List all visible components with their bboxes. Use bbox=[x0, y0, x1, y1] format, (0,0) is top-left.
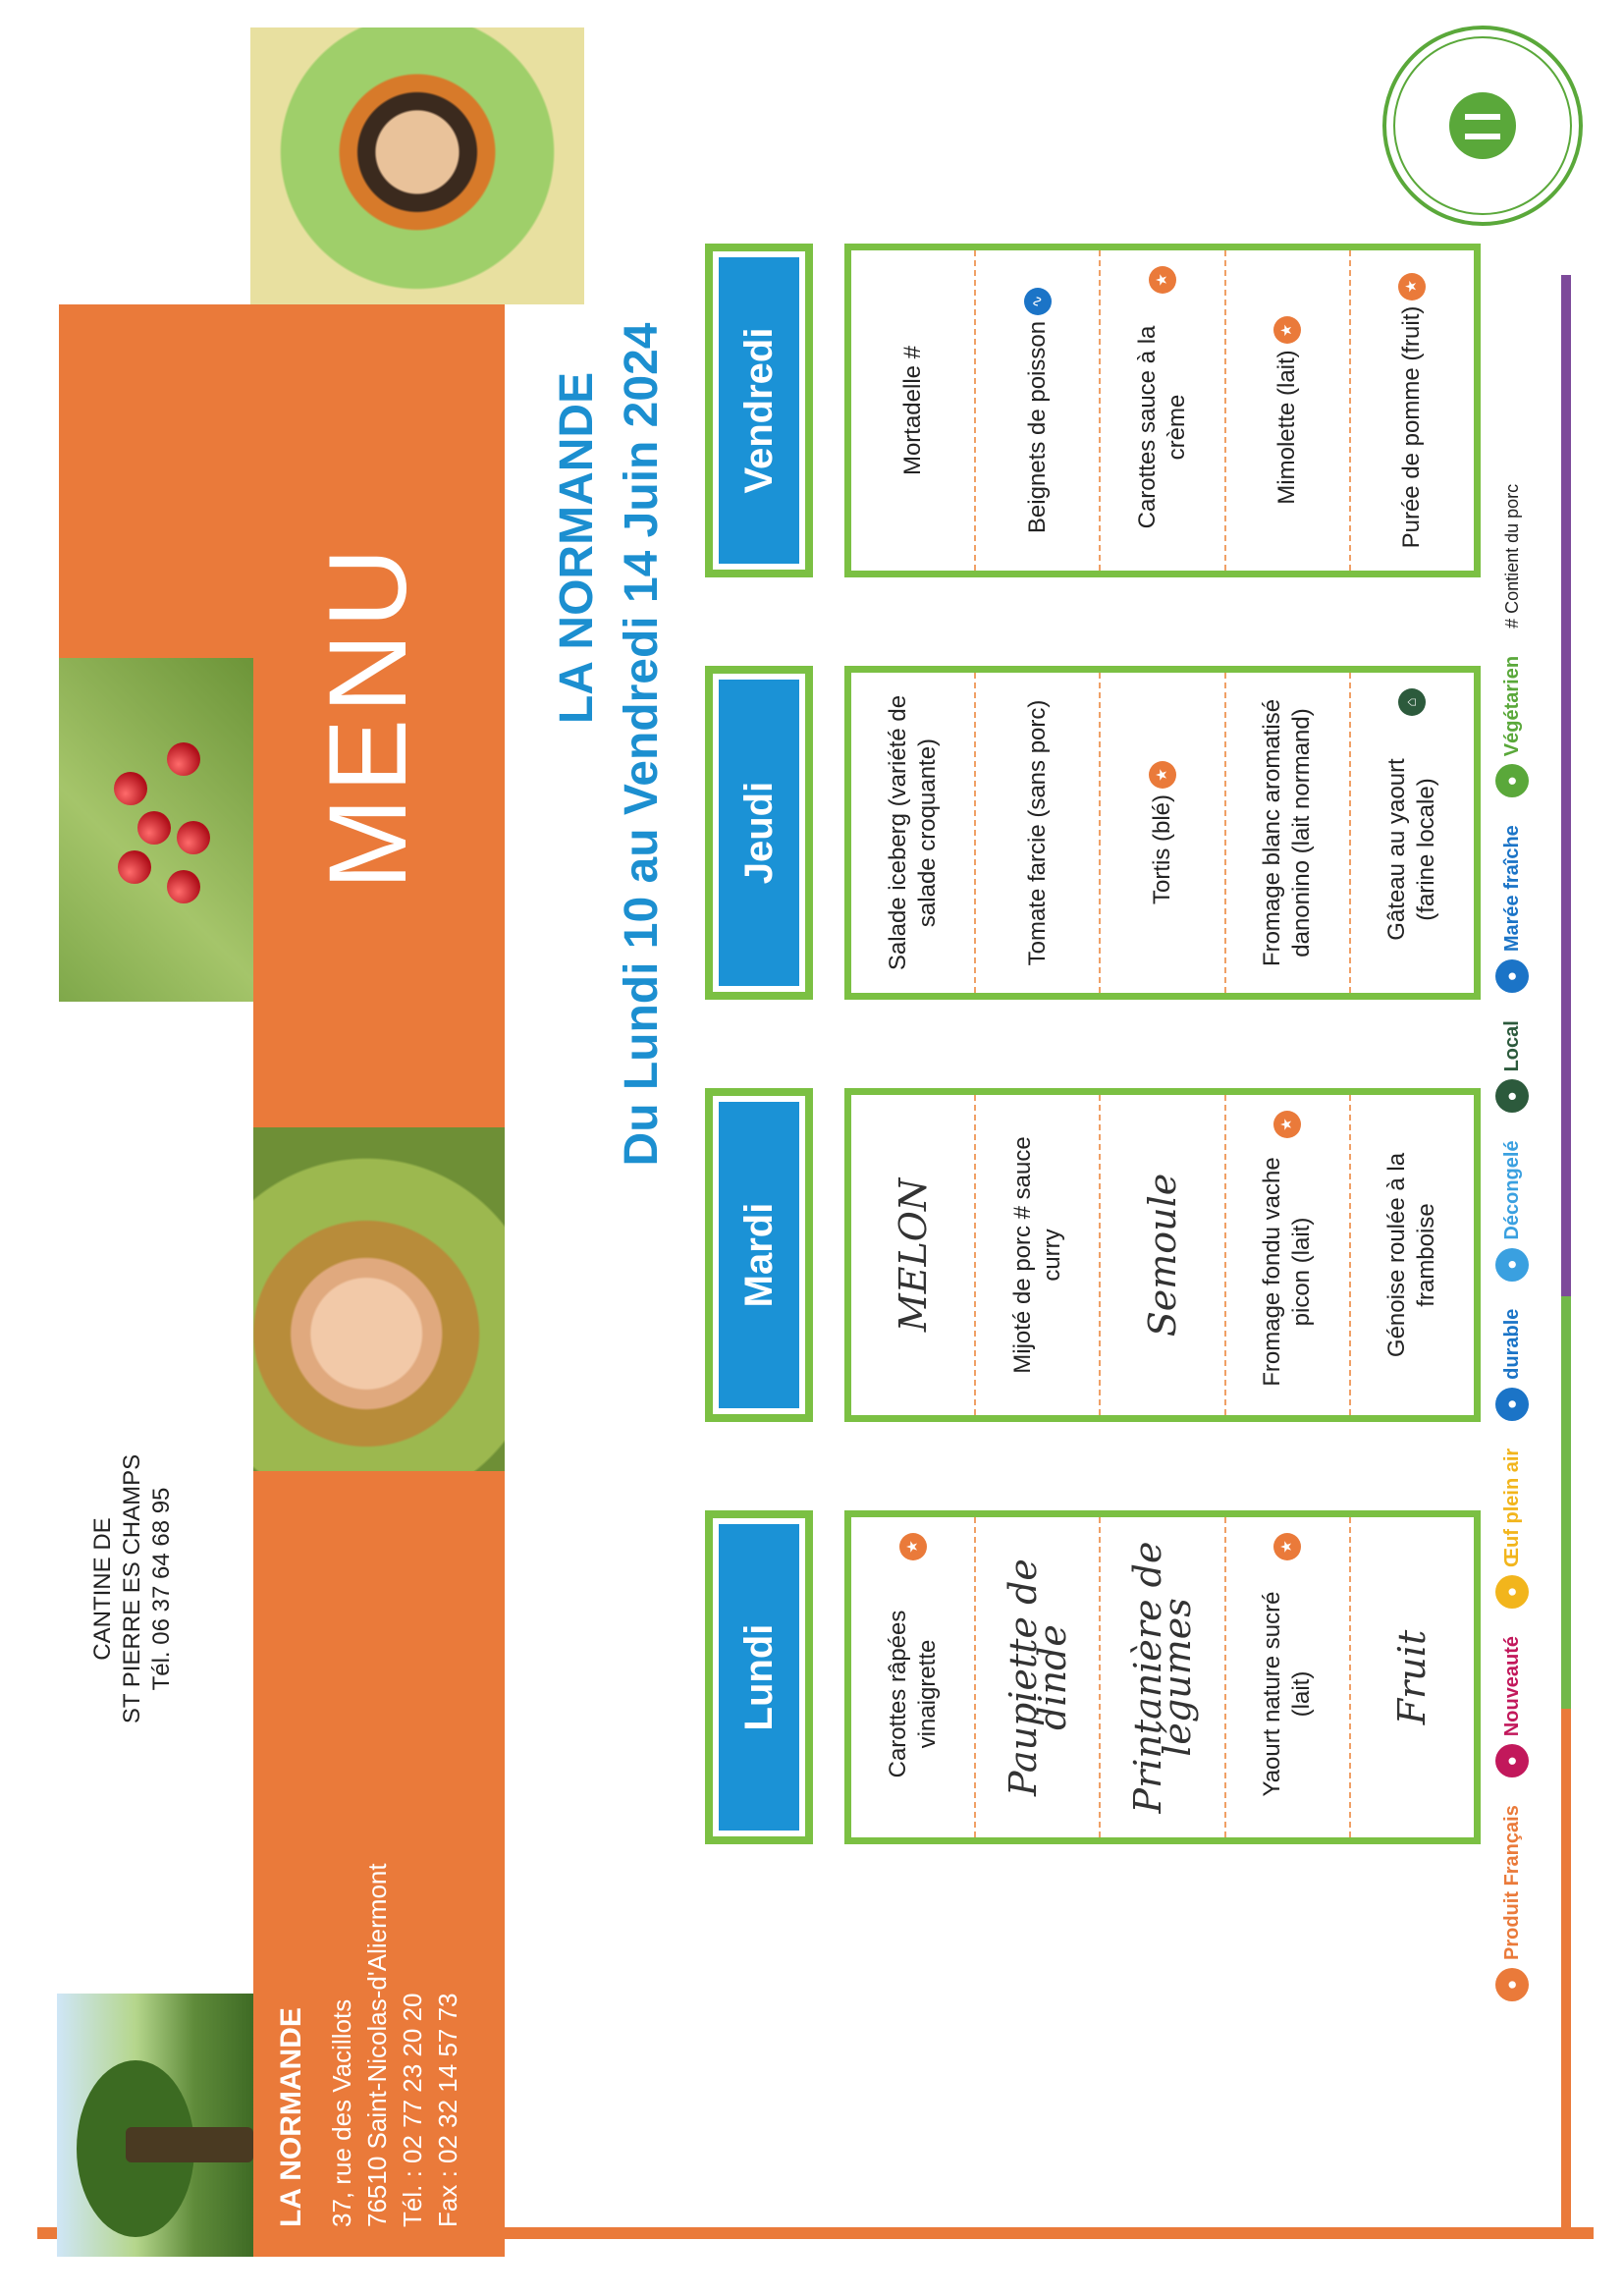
cantine-line-1: CANTINE DE bbox=[89, 1517, 116, 1661]
course-text: Paupiette de dinde bbox=[1001, 1558, 1074, 1796]
legend-item bbox=[1495, 1309, 1529, 1421]
local-icon: ⌂ bbox=[1398, 688, 1426, 716]
tree-photo bbox=[57, 1994, 253, 2257]
course-text: Génoise roulée à la framboise bbox=[1383, 1152, 1440, 1358]
menu-course bbox=[976, 673, 1101, 993]
menu-title: MENU bbox=[306, 542, 429, 890]
address-line-2: 76510 Saint-Nicolas-d'Aliermont bbox=[362, 1863, 392, 2227]
egg-icon: ● bbox=[1495, 1575, 1529, 1609]
fax: Fax : 02 32 14 57 73 bbox=[433, 1993, 462, 2227]
legend-label: Local bbox=[1500, 1020, 1523, 1072]
course-text: MELON bbox=[891, 1177, 935, 1333]
french-product-icon: ★ bbox=[899, 1533, 927, 1560]
course-text: Salade iceberg (variété de salade croquante) bbox=[884, 694, 941, 971]
day-tab-jeudi bbox=[705, 666, 813, 1000]
boy-photo bbox=[250, 27, 584, 304]
address-line-1: 37, rue des Vacillots bbox=[327, 1998, 356, 2227]
course-text: Semoule bbox=[1141, 1173, 1184, 1338]
course-text: Printanière de légumes bbox=[1126, 1541, 1199, 1814]
legend bbox=[1473, 136, 1551, 2001]
french-product-icon: ★ bbox=[1149, 266, 1176, 294]
subtitle: LA NORMANDE bbox=[551, 371, 603, 725]
day-label: Jeudi bbox=[719, 680, 799, 986]
course-text: Gâteau au yaourt (farine locale) bbox=[1383, 758, 1440, 941]
course-text: Purée de pomme (fruit) bbox=[1398, 305, 1426, 549]
legend-item bbox=[1495, 1636, 1529, 1777]
legend-label: Nouveauté bbox=[1500, 1635, 1523, 1737]
menu-course bbox=[1101, 673, 1225, 993]
course-text: Carottes sauce à la crème bbox=[1134, 325, 1190, 529]
legend-item bbox=[1495, 1805, 1529, 2001]
day-column-lundi bbox=[844, 1510, 1481, 1844]
sustainable-sea-icon: ● bbox=[1495, 1388, 1529, 1421]
fresh-fish-icon: ● bbox=[1495, 959, 1529, 993]
legend-label: Œuf plein air bbox=[1500, 1448, 1523, 1567]
course-text: Mimolette (lait) bbox=[1273, 350, 1301, 505]
course-text: Carottes râpées vinaigrette bbox=[884, 1610, 941, 1778]
menu-course bbox=[1226, 250, 1351, 571]
local-icon: ● bbox=[1495, 1079, 1529, 1113]
frame-border-purple bbox=[1561, 275, 1571, 1296]
course-text: Tortis (blé) bbox=[1149, 793, 1175, 905]
menu-course bbox=[851, 673, 976, 993]
menu-course bbox=[1101, 250, 1225, 571]
pork-note: # Contient du porc bbox=[1501, 483, 1522, 629]
frozen-icon: ● bbox=[1495, 1248, 1529, 1282]
menu-course bbox=[1226, 1095, 1351, 1415]
course-text: Fromage blanc aromatisé danonino (lait normand) bbox=[1259, 698, 1316, 967]
day-tab-mardi bbox=[705, 1088, 813, 1422]
course-text: Yaourt nature sucré (lait) bbox=[1259, 1591, 1316, 1797]
day-tab-lundi bbox=[705, 1510, 813, 1844]
day-label: Vendredi bbox=[719, 257, 799, 564]
day-label: Mardi bbox=[719, 1102, 799, 1408]
day-tab-vendredi bbox=[705, 244, 813, 577]
legend-item bbox=[1495, 656, 1529, 797]
menu-course bbox=[1351, 250, 1474, 571]
day-label: Lundi bbox=[719, 1524, 799, 1831]
menu-course bbox=[1226, 1517, 1351, 1837]
french-product-icon: ● bbox=[1495, 1968, 1529, 2001]
legend-label: Produit Français bbox=[1500, 1805, 1523, 1960]
day-column-mardi bbox=[844, 1088, 1481, 1422]
course-text: Tomate farcie (sans porc) bbox=[1023, 699, 1051, 966]
legend-label: Décongelé bbox=[1500, 1140, 1523, 1240]
menu-course bbox=[976, 1517, 1101, 1837]
menu-course bbox=[1226, 673, 1351, 993]
french-product-icon: ★ bbox=[1273, 1111, 1301, 1138]
menu-course bbox=[1101, 1517, 1225, 1837]
course-text: Mijoté de porc # sauce curry bbox=[1008, 1136, 1065, 1374]
frame-border-green bbox=[1561, 1296, 1571, 1709]
menu-course bbox=[976, 1095, 1101, 1415]
cantine-header bbox=[88, 1432, 177, 1746]
legend-label: durable bbox=[1500, 1308, 1523, 1380]
vegetarian-icon: ● bbox=[1495, 764, 1529, 797]
frame-border-orange bbox=[1561, 1709, 1571, 2239]
legend-item bbox=[1495, 1140, 1529, 1281]
legend-label: Marée fraîche bbox=[1500, 825, 1523, 953]
girl-photo bbox=[253, 1127, 505, 1471]
sustainable-sea-icon: ∿ bbox=[1024, 288, 1052, 315]
course-text: Fruit bbox=[1390, 1629, 1435, 1725]
cantine-line-3: Tél. 06 37 64 68 95 bbox=[148, 1487, 175, 1691]
cherry-photo bbox=[59, 658, 255, 1002]
new-icon: ● bbox=[1495, 1744, 1529, 1777]
french-product-icon: ★ bbox=[1398, 273, 1426, 301]
day-column-vendredi bbox=[844, 244, 1481, 577]
company-name: LA NORMANDE bbox=[275, 2007, 307, 2227]
menu-course bbox=[1351, 1095, 1474, 1415]
legend-label: Végétarien bbox=[1500, 655, 1523, 757]
menu-title-band-top bbox=[59, 304, 255, 658]
course-text: Beignets de poisson bbox=[1023, 320, 1051, 534]
menu-course bbox=[1101, 1095, 1225, 1415]
menu-course bbox=[976, 250, 1101, 571]
legend-item bbox=[1495, 1020, 1529, 1113]
date-range: Du Lundi 10 au Vendredi 14 Juin 2024 bbox=[616, 322, 668, 1167]
french-product-icon: ★ bbox=[1273, 316, 1301, 344]
course-text: Fromage fondu vache picon (lait) bbox=[1259, 1157, 1316, 1387]
day-column-jeudi bbox=[844, 666, 1481, 1000]
menu-course bbox=[851, 250, 976, 571]
legend-item bbox=[1495, 1449, 1529, 1609]
menu-course bbox=[1351, 1517, 1474, 1837]
cantine-line-2: ST PIERRE ES CHAMPS bbox=[119, 1453, 145, 1724]
course-text: Mortadelle # bbox=[898, 345, 926, 476]
french-product-icon: ★ bbox=[1149, 761, 1176, 789]
legend-item bbox=[1495, 825, 1529, 993]
menu-course bbox=[1351, 673, 1474, 993]
phone: Tél. : 02 77 23 20 20 bbox=[398, 1993, 427, 2227]
company-contact bbox=[324, 1776, 465, 2227]
french-product-icon: ★ bbox=[1273, 1533, 1301, 1560]
menu-course bbox=[851, 1517, 976, 1837]
menu-course bbox=[851, 1095, 976, 1415]
